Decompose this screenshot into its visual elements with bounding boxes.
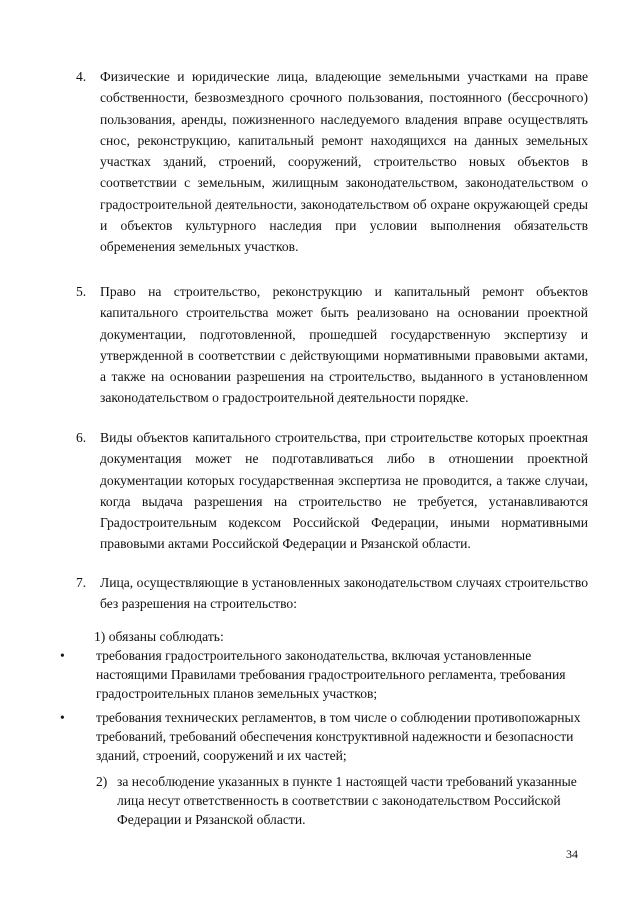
sub-item-number: 2): [96, 774, 108, 789]
bullet-item: [60, 646, 592, 703]
sub-item-2: [96, 772, 592, 829]
list-item-number: 4.: [76, 69, 87, 84]
list-item-4: [76, 66, 588, 258]
bullet-item: [60, 708, 592, 765]
bullet-text: требования технических регламентов, в том числе о соблюдении противопожарных требований, требований обеспечения конструктивной надежности и безопасности зданий, строений, сооружений и их частей;: [96, 710, 581, 763]
page-number: 34: [566, 847, 578, 861]
bullet-text: требования градостроительного законодательства, включая установленные настоящими Правилами требования градостроительного регламента, требования градостроительных планов земельных участков;: [96, 648, 566, 701]
bullet-icon: •: [60, 648, 65, 663]
list-item-number: 5.: [76, 284, 87, 299]
sub-item-1: 1) обязаны соблюдать:: [94, 629, 224, 644]
list-item-6: [76, 427, 588, 555]
bullet-icon: •: [60, 710, 65, 725]
list-item-5: [76, 281, 588, 409]
list-item-text: Лица, осуществляющие в установленных законодательством случаях строительство без разрешения на строительство:: [100, 575, 588, 612]
list-item-text: Виды объектов капитального строительства, при строительстве которых проектная документация может не подготавливаться либо в отношении проектной документации которых государственная экспертиза не проводится, а также случаи, когда выдача разрешения на строительство не требуется, устанавливаются Градостроительным кодексом Российской Федерации, иными нормативными правовыми актами Российской Федерации и Рязанской области.: [100, 430, 588, 552]
list-item-text: Право на строительство, реконструкцию и капитальный ремонт объектов капитального строительства может быть реализовано на основании проектной документации, подготовленной, прошедшей государственную экспертизу и утвержденной в соответствии с действующими нормативными правовыми актами, а также на основании разрешения на строительство, выданного в установленном законодательством о градостроительной деятельности порядке.: [100, 284, 588, 406]
list-item-7: [76, 572, 588, 615]
list-item-text: Физические и юридические лица, владеющие земельными участками на праве собственности, безвозмездного срочного пользования, постоянного (бессрочного) пользования, аренды, пожизненного наследуемого владения вправе осуществлять снос, реконструкцию, капитальный ремонт находящихся на данных земельных участках зданий, строений, сооружений, строительство новых объектов в соответствии с земельным, жилищным законодательством, законодательством о градостроительной деятельности, законодательством об охране окружающей среды и объектов культурного наследия при условии выполнения обязательств обременения земельных участков.: [100, 69, 588, 255]
list-item-number: 7.: [76, 575, 87, 590]
list-item-number: 6.: [76, 430, 87, 445]
sub-item-text: за несоблюдение указанных в пункте 1 настоящей части требований указанные лица несут ответственность в соответствии с законодательством Российской Федерации и Рязанской области.: [117, 774, 577, 827]
